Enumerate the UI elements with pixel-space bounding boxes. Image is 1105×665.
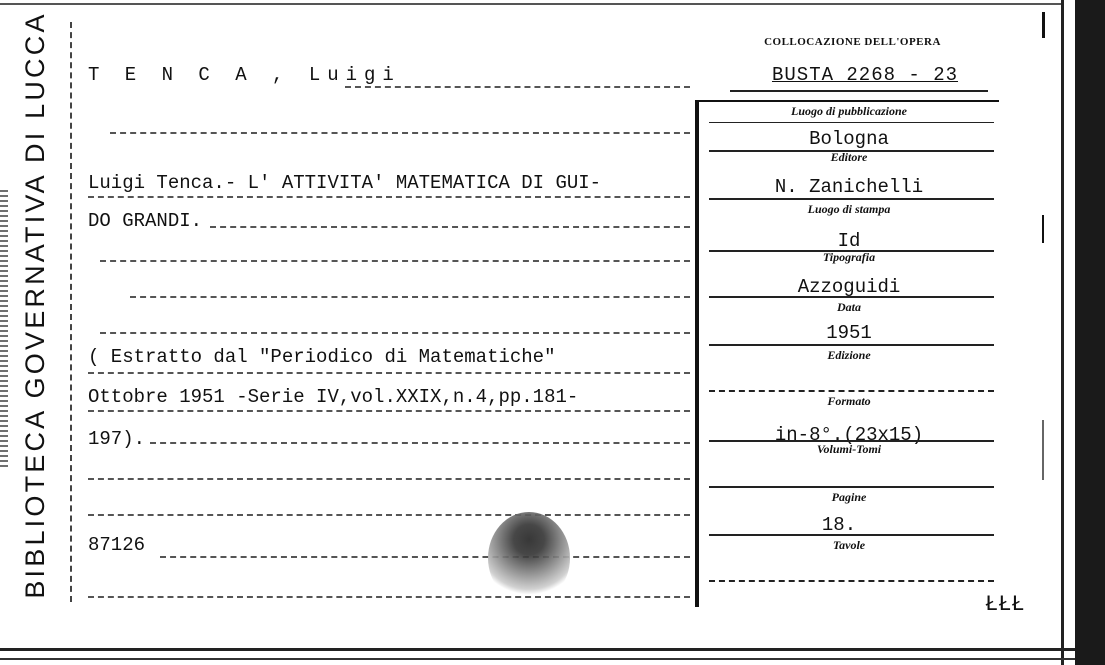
collocation-label: COLLOCAZIONE DELL'OPERA <box>764 36 941 48</box>
edition-label: Edizione <box>827 348 871 362</box>
note-rule-1 <box>88 372 690 374</box>
note-line-2: Ottobre 1951 -Serie IV,vol.XXIX,n.4,pp.181- <box>88 386 579 408</box>
inventory-rule <box>160 556 690 558</box>
blank-rule-3 <box>130 296 690 298</box>
note-rule-3 <box>150 442 690 444</box>
note-rule-2 <box>88 410 690 412</box>
handwritten-mark: ŁŁŁ <box>985 592 1025 617</box>
blank-rule-4 <box>100 332 690 334</box>
left-edge-binding <box>0 190 8 470</box>
printer-value: Azzoguidi <box>797 276 901 298</box>
format-value: in-8°.(23x15) <box>774 424 924 446</box>
blank-rule-1 <box>110 132 690 134</box>
pages-value: 18. <box>821 514 857 536</box>
library-name: BIBLIOTECA GOVERNATIVA DI LUCCA <box>20 11 50 599</box>
left-margin-rule <box>70 22 72 602</box>
printer-label: Tipografia <box>822 250 876 264</box>
plates-label: Tavole <box>832 538 866 552</box>
author-heading: T E N C A , Luigi <box>88 64 401 86</box>
place-of-publication-label: Luogo di pubblicazione <box>790 104 907 118</box>
blank-rule-6 <box>88 514 690 516</box>
scan-dark-margin <box>1075 0 1105 665</box>
field-rule-6 <box>709 390 994 392</box>
publisher-value: N. Zanichelli <box>774 176 924 198</box>
bottom-border-2 <box>0 658 1075 660</box>
field-rule-8 <box>709 486 994 488</box>
blank-rule-2 <box>100 260 690 262</box>
top-border <box>0 3 1075 5</box>
note-line-1: ( Estratto dal "Periodico di Matematiche" <box>88 346 556 368</box>
format-label: Formato <box>827 394 871 408</box>
field-rule-9 <box>709 534 994 536</box>
field-rule-5 <box>709 344 994 346</box>
note-line-3: 197). <box>88 428 146 450</box>
publisher-place-value: Bologna <box>809 128 889 150</box>
place-of-printing-label: Luogo di stampa <box>807 202 891 216</box>
pages-label: Pagine <box>831 490 867 504</box>
volumes-label: Volumi-Tomi <box>816 442 882 456</box>
author-rule <box>345 86 690 88</box>
date-value: 1951 <box>826 322 872 344</box>
field-rule-10 <box>709 580 994 582</box>
edge-tick-2 <box>1042 215 1044 243</box>
edge-tick-1 <box>1042 12 1045 38</box>
title-line-1: Luigi Tenca.- L' ATTIVITA' MATEMATICA DI GUI- <box>88 172 602 194</box>
field-rule-4 <box>709 296 994 298</box>
title-rule-2 <box>210 226 690 228</box>
field-rule-0 <box>709 122 994 123</box>
collocation-value: BUSTA 2268 - 23 <box>771 64 959 86</box>
edge-tick-3 <box>1042 420 1044 480</box>
printing-place-value: Id <box>837 230 861 252</box>
blank-rule-7 <box>88 596 690 598</box>
title-rule-1 <box>88 196 690 198</box>
ink-stamp <box>488 512 570 604</box>
title-line-2: DO GRANDI. <box>88 210 203 232</box>
blank-rule-5 <box>88 478 690 480</box>
bottom-border <box>0 648 1075 651</box>
collocation-rule <box>730 90 988 92</box>
date-label: Data <box>837 300 861 314</box>
field-rule-2 <box>709 198 994 200</box>
publisher-label: Editore <box>830 150 868 164</box>
inventory-number: 87126 <box>88 534 146 556</box>
publication-details-panel <box>695 100 999 607</box>
